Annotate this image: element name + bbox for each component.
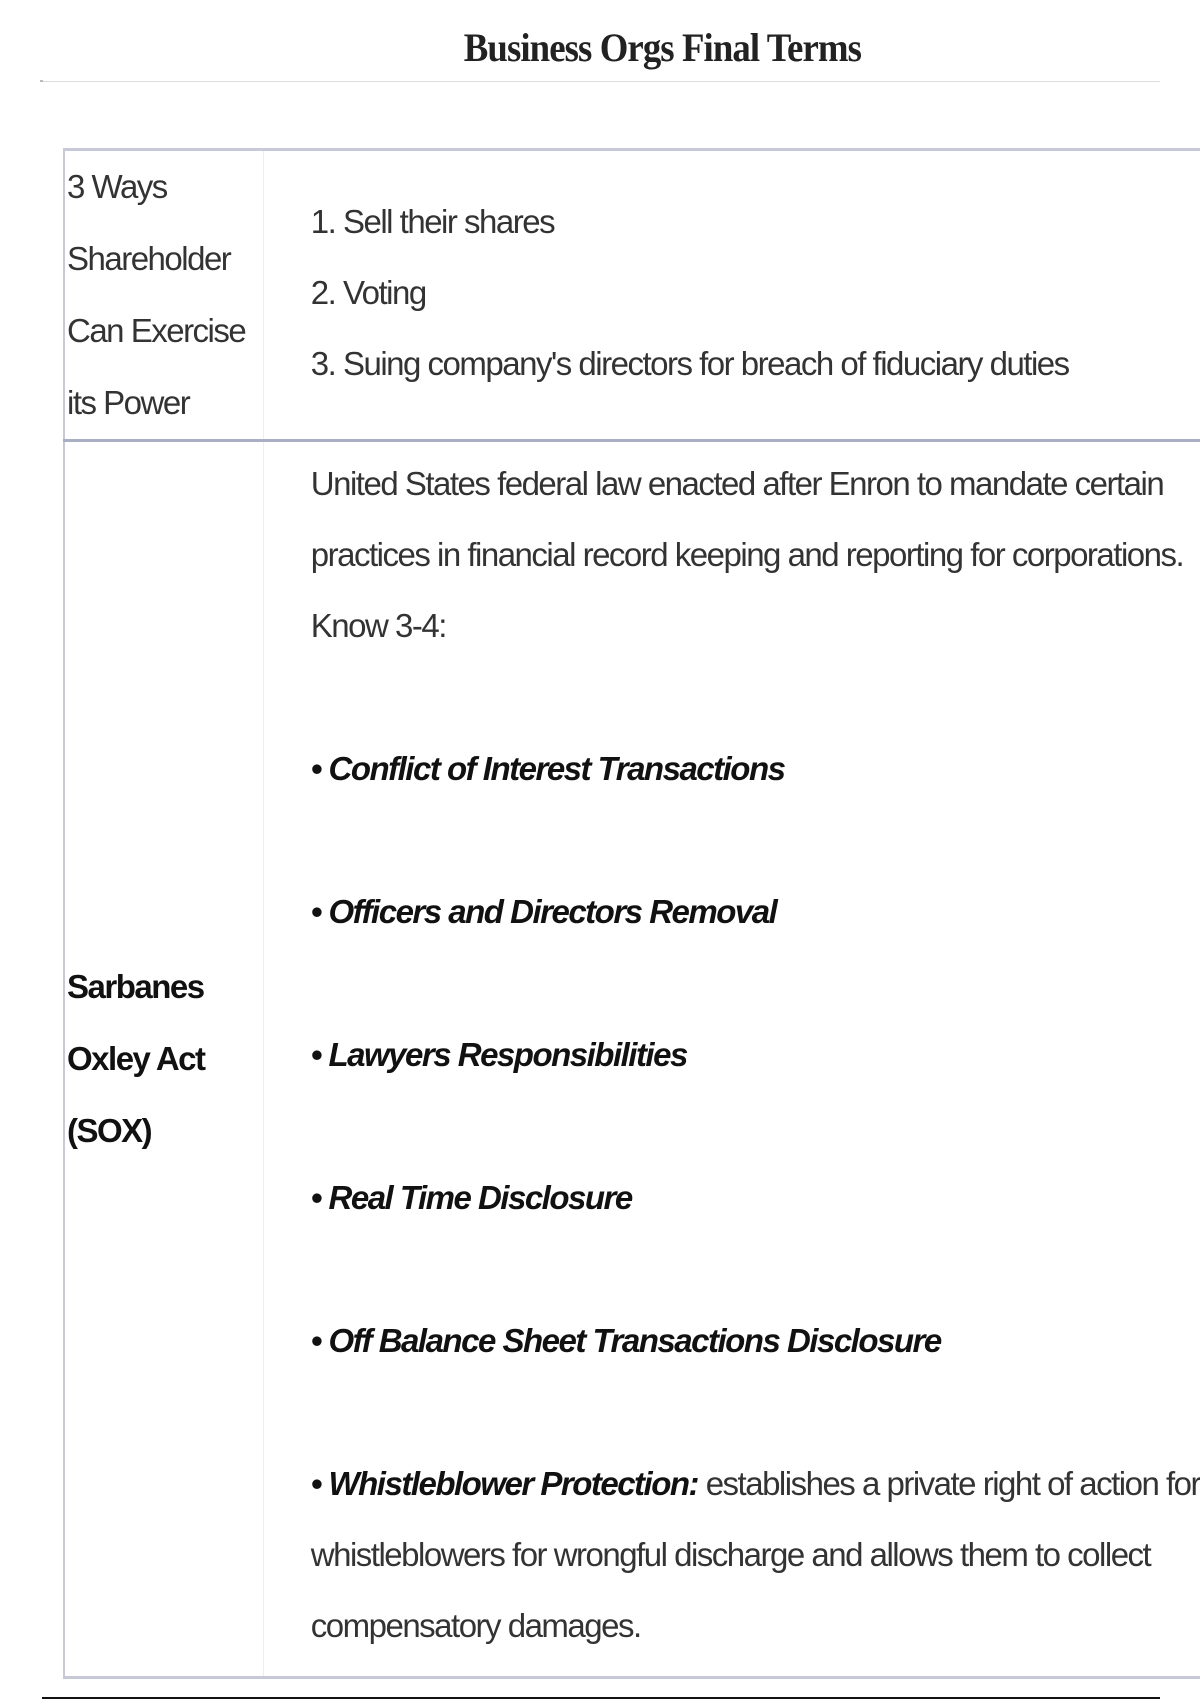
definition-text: compensatory damages. [310, 1607, 641, 1644]
list-item: 1. Sell their shares [310, 202, 555, 240]
term-label: 3 Ways Shareholder Can Exercise its Power [67, 168, 246, 421]
term-cell-sox [64, 441, 263, 1678]
title-divider [42, 81, 1160, 82]
definition-text: whistleblowers for wrongful discharge and allows them to collect [310, 1536, 1151, 1573]
table-row [64, 150, 1200, 441]
list-item: 3. Suing company's directors for breach of fiduciary duties [310, 344, 1069, 382]
term-label: Sarbanes Oxley Act (SOX) [67, 968, 205, 1149]
list-item: 2. Voting [310, 273, 426, 311]
bullet-item: • Real Time Disclosure [310, 1179, 632, 1216]
bullet-item: • Off Balance Sheet Transactions Disclosure [310, 1322, 941, 1359]
term-cell-shareholder-power [64, 150, 263, 441]
bullet-item: • Lawyers Responsibilities [310, 1036, 687, 1073]
terms-table [63, 148, 1200, 1679]
bullet-item-whistleblower [311, 1448, 1200, 1519]
bullet-label: • Whistleblower Protection: [310, 1465, 699, 1502]
definition-text: practices in financial record keeping and reporting for corporations. [310, 536, 1184, 573]
bullet-item: • Officers and Directors Removal [310, 893, 777, 930]
left-margin-mark [40, 80, 43, 82]
document-title: Business Orgs Final Terms [463, 25, 862, 70]
table-row [64, 441, 1200, 1678]
definition-text: Know 3-4: [310, 607, 446, 644]
definition-cell-shareholder-power [263, 150, 1200, 441]
bullet-description: establishes a private right of action for [698, 1465, 1200, 1502]
bullet-item: • Conflict of Interest Transactions [310, 750, 785, 787]
bottom-divider [42, 1697, 1160, 1699]
definition-cell-sox [263, 441, 1200, 1678]
definition-text: United States federal law enacted after Enron to mandate certain [310, 465, 1164, 502]
